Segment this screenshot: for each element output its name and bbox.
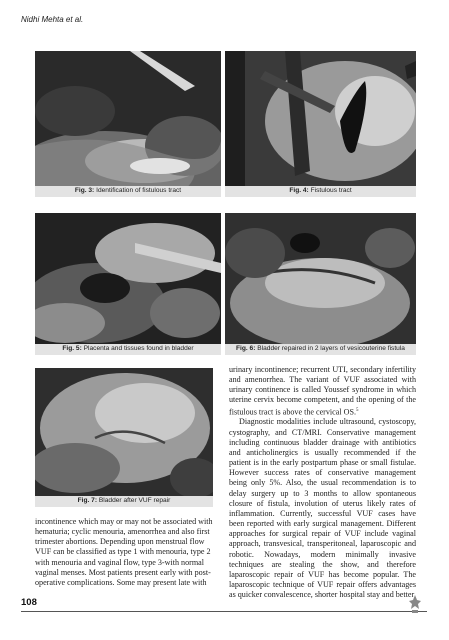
figure-6-caption — [225, 344, 416, 355]
left-text-line: incontinence which may or may not be associated with — [35, 517, 213, 526]
left-text-line: operative complications. Some may present late with — [35, 577, 207, 587]
left-text-line: with menouria and vaginal flow, type 3-with normal — [35, 557, 204, 567]
footer-rule — [21, 611, 427, 612]
figure-7-caption — [35, 496, 213, 507]
figure-3-image — [35, 51, 221, 186]
left-column-text — [35, 517, 221, 588]
figure-3-label: Fig. 3: — [74, 187, 95, 194]
publisher-logo-icon — [407, 594, 423, 614]
figure-6-label: Fig. 6: — [236, 345, 256, 352]
figure-4-label: Fig. 4: — [289, 187, 309, 194]
figure-5-image — [35, 213, 221, 344]
figure-6-image — [225, 213, 416, 344]
figure-3-caption-text: Identification of fistulous tract — [96, 187, 182, 194]
figure-4-caption-text: Fistulous tract — [310, 187, 352, 194]
figure-7-label: Fig. 7: — [77, 497, 98, 504]
page-number: 108 — [21, 597, 37, 608]
figure-7-caption-text: Bladder after VUF repair — [98, 497, 171, 504]
running-head: Nidhi Mehta et al. — [21, 15, 84, 24]
body-paragraph: Diagnostic modalities include ultrasound, cystoscopy, cystography, and CT/MRI. Conservative management including continuous bladder drainage with antibiotics and anticholinergics is usually recommended if the patient is in the early postpartum phase or small fistulae. However success rates of conservative management being only 5%. Also, the usual recommendation is to delay surgery up to 3 months to allow spontaneous closure of fistula, involution of uterus likely rates of inflammation. Currently, successful VUF cases have been reported with early surgical management. Different approaches for surgical repair of VUF include vaginal approach, transvesical, transperitoneal, laparoscopic and robotic. Nowadays, modern minimally invasive techniques are stealing the show, and therefore laparoscopic repair of VUF has become popular. The laparoscopic technique of VUF repair offers advantages as quicker convalescence, shorter hospital stay and better — [229, 417, 416, 600]
right-column-text — [229, 365, 416, 600]
left-text-line: hematuria; cyclic menouria, amenorrhea and also first — [35, 527, 210, 537]
left-text-line: vaginal menses. Most patients present early with post- — [35, 567, 211, 577]
figure-3-caption — [35, 186, 221, 197]
left-text-line: trimester abortions. Depending upon menstrual flow — [35, 537, 205, 547]
figure-5-caption-text: Placenta and tissues found in bladder — [83, 345, 194, 352]
left-text-line: VUF can be classified as type 1 with menouria, type 2 — [35, 547, 211, 557]
body-paragraph: urinary incontinence; recurrent UTI, secondary infertility and amenorrhea. The variant of VUF associated with urinary continence is called Youssef syndrome in which uterine cervix become competent, and the opening of the fistulous tract is above the cervical OS.$^5$ — [229, 365, 416, 417]
figure-7-image — [35, 368, 213, 496]
figure-6-caption-text: Bladder repaired in 2 layers of vesicouterine fistula — [257, 345, 405, 352]
figure-5-caption — [35, 344, 221, 355]
figure-5-label: Fig. 5: — [62, 345, 82, 352]
figure-4-image — [225, 51, 416, 186]
figure-4-caption — [225, 186, 416, 197]
